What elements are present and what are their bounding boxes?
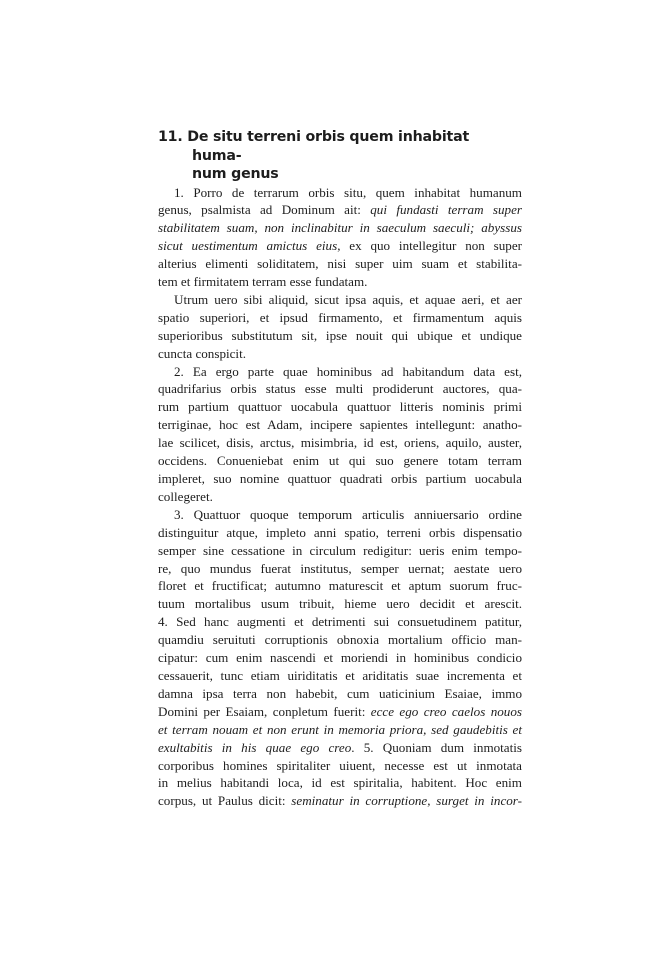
- text-line: occidens. Conueniebat enim ut qui suo genere totam terram: [158, 453, 522, 469]
- italic-quote: stabilitatem suam, non inclinabitur in saeculum saeculi; abyssus: [158, 220, 522, 236]
- section-title-line2: num genus: [192, 166, 279, 182]
- text-line: rum partium quattuor uocabula quattuor litteris nominis primi: [158, 399, 522, 415]
- italic-quote: et terram nouam et non erunt in memoria priora, sed gaudebitis et: [158, 721, 522, 737]
- text-line: 3. Quattuor quoque temporum articulis anniuersario ordine: [174, 506, 522, 522]
- text-line: exultabitis in his quae ego creo. 5. Quoniam dum inmotatis: [158, 739, 522, 755]
- text-line: quadrifarius orbis status esse multi prodiderunt auctores, qua-: [158, 381, 522, 397]
- text-line: distinguitur atque, impleto anni spatio, terreni orbis dispensatio: [158, 524, 522, 540]
- italic-quote: exultabitis in his quae ego creo: [158, 739, 352, 755]
- text-line: spatio superiori, et ipsud firmamento, et firmamentum aquis: [158, 309, 522, 325]
- text-line: [158, 219, 522, 237]
- text-line: impleret, suo nomine quattuor quadrati orbis partium uocabula: [158, 471, 522, 486]
- text-line: corporibus homines spiritaliter uiuent, necesse est ut inmotata: [158, 757, 522, 773]
- section-heading: [158, 128, 522, 184]
- text-line: semper sine cessatione in circulum redigitur: ueris enim tempo-: [158, 542, 522, 558]
- italic-quote: qui fundasti terram super: [370, 202, 522, 218]
- text-line: quamdiu seruituti corruptionis obnoxia mortalium officio man-: [158, 632, 522, 648]
- text-line: genus, psalmista ad Dominum ait: qui fundasti terram super: [158, 202, 522, 218]
- text-line: 1. Porro de terrarum orbis situ, quem inhabitat humanum: [174, 184, 522, 200]
- italic-quote: sicut uestimentum amictus eius: [158, 238, 338, 254]
- text-line: sicut uestimentum amictus eius, ex quo intellegitur non super: [158, 238, 523, 254]
- text-line: corpus, ut Paulus dicit: seminatur in corruptione, surget in incor-: [158, 793, 522, 809]
- text-line: cessauerit, tunc etiam uiriditatis et ariditatis suae incrementa et: [158, 667, 522, 683]
- text-line: 4. Sed hanc augmenti et detrimenti sui consuetudinem patitur,: [158, 614, 522, 630]
- text-line: in melius habitandi loca, id est spiritalia, habitent. Hoc enim: [158, 775, 522, 791]
- text-line: Utrum uero sibi aliquid, sicut ipsa aquis, et aquae aeri, et aer: [174, 291, 522, 307]
- text-line: 2. Ea ergo parte quae hominibus ad habitandum data est,: [174, 363, 522, 379]
- text-line: superioribus substitutum sit, ipse nouit qui ubique et undique: [158, 327, 522, 343]
- text-line: damna ipsa terra non habebit, cum uaticinium Esaiae, immo: [158, 685, 522, 701]
- text-line: cipatur: cum enim nascendi et moriendi in hominibus condicio: [158, 650, 522, 666]
- section-number: 11.: [158, 129, 183, 145]
- text-line: alterius elimenti soliditatem, nisi super uim suam et stabilita-: [158, 256, 522, 272]
- text-line: Domini per Esaiam, conpletum fuerit: ecce ego creo caelos nouos: [158, 703, 522, 719]
- text-line: re, quo mundus fuerat institutus, semper uernat; aestate uero: [158, 560, 522, 576]
- section-title-line1: De situ terreni orbis quem inhabitat huma-: [187, 129, 470, 164]
- text-line: floret et fructificat; autumno maturescit et aptum suorum fruc-: [158, 578, 522, 594]
- text-line: cuncta conspicit.: [158, 345, 246, 361]
- text-line: tem et firmitatem terram esse fundatam.: [158, 274, 368, 290]
- text-line: lae scilicet, disis, arctus, misimbria, id est, oriens, aquilo, auster,: [158, 435, 522, 451]
- text-line: terriginae, hoc est Adam, incipere sapientes intellegunt: anatho-: [158, 417, 522, 433]
- italic-quote: seminatur in corruptione, surget in incor-: [291, 793, 522, 809]
- document-page: [158, 128, 522, 810]
- text-line: [158, 721, 522, 739]
- text-line: tuum mortalibus usum tribuit, hieme uero decidit et arescit.: [158, 596, 522, 612]
- body-text: [158, 184, 522, 811]
- italic-quote: ecce ego creo caelos nouos: [370, 703, 522, 719]
- text-line: collegeret.: [158, 488, 213, 504]
